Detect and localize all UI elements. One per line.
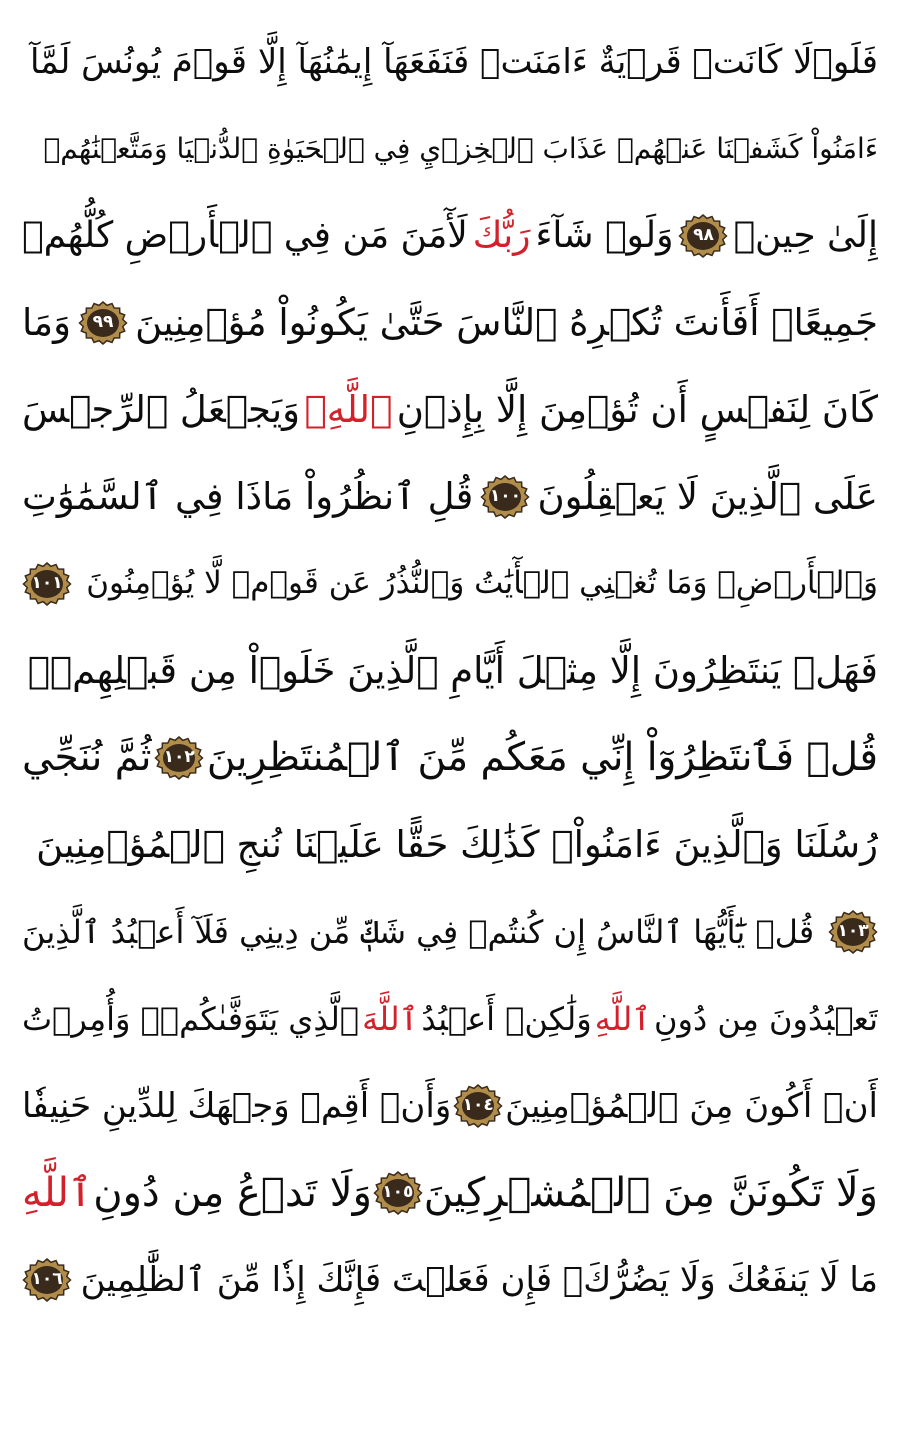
verse-text: ءَامَنُواْ كَشَفۡنَا عَنۡهُمۡ عَذَابَ ٱلۡخِزۡيِ فِي ٱلۡحَيَوٰةِ ٱلدُّنۡيَا وَمَتَّعۡنَٰهُمۡ: [43, 131, 878, 165]
ayah-number: ٩٨: [693, 225, 714, 245]
text-line: [22, 714, 878, 801]
verse-text: لَأٓمَنَ مَن فِي ٱلۡأَرۡضِ كُلُّهُمۡ: [22, 214, 468, 256]
ayah-number-marker: [22, 562, 72, 606]
divine-name-word: رَبُّكَ: [472, 214, 531, 256]
divine-name-word: ٱللَّهِ: [22, 1169, 93, 1216]
text-line: [22, 888, 878, 975]
ayah-number: ٩٩: [92, 312, 114, 332]
ayah-number-marker: [828, 910, 878, 954]
ayah-number-marker: [22, 1258, 72, 1302]
ayah-number: ١٠٦: [31, 1269, 63, 1289]
ayah-number: ١٠٠: [489, 486, 521, 506]
text-line: [22, 192, 878, 279]
text-line: [22, 453, 878, 540]
text-line: [22, 1149, 878, 1236]
text-line: [22, 279, 878, 366]
verse-text: وَمَا: [22, 301, 71, 344]
text-line: [22, 801, 878, 888]
verse-text: كَانَ لِنَفۡسٍ أَن تُؤۡمِنَ إِلَّا بِإِذۡنِ: [396, 388, 878, 431]
verse-text: فَلَوۡلَا كَانَتۡ قَرۡيَةٌ ءَامَنَتۡ فَنَفَعَهَآ إِيمَٰنُهَآ إِلَّا قَوۡمَ يُونُسَ لَمَّآ: [29, 41, 878, 82]
ayah-number-marker: [453, 1084, 503, 1128]
verse-text: قُلۡ فَٱنتَظِرُوٓاْ إِنِّي مَعَكُم مِّنَ ٱلۡمُنتَظِرِينَ: [206, 735, 878, 780]
divine-name-word: ٱللَّهَ: [362, 999, 419, 1038]
ayah-number-marker: [373, 1171, 423, 1215]
text-line: [22, 1062, 878, 1149]
verse-text: وَلَٰكِنۡ أَعۡبُدُ: [421, 999, 592, 1038]
verse-text: قُلِ ٱنظُرُواْ مَاذَا فِي ٱلسَّمَٰوَٰتِ: [22, 475, 474, 518]
ayah-number-marker: [78, 301, 128, 345]
divine-name-word: ٱللَّهِ: [594, 999, 651, 1038]
verse-text: وَلَا تَدۡعُ مِن دُونِ: [93, 1169, 372, 1216]
verse-text: أَنۡ أَكُونَ مِنَ ٱلۡمُؤۡمِنِينَ: [505, 1085, 878, 1126]
verse-text: جَمِيعًاۚ أَفَأَنتَ تُكۡرِهُ ٱلنَّاسَ حَتَّىٰ يَكُونُواْ مُؤۡمِنِينَ: [135, 301, 878, 344]
verse-text: رُسُلَنَا وَٱلَّذِينَ ءَامَنُواْۚ كَذَٰلِكَ حَقًّا عَلَيۡنَا نُنجِ ٱلۡمُؤۡمِنِينَ: [36, 823, 878, 866]
verse-text: ٱلَّذِي يَتَوَفَّىٰكُمۡۖ وَأُمِرۡتُ: [22, 999, 360, 1038]
ayah-number: ١٠١: [31, 573, 63, 593]
verse-text: فَهَلۡ يَنتَظِرُونَ إِلَّا مِثۡلَ أَيَّامِ ٱلَّذِينَ خَلَوۡاْ مِن قَبۡلِهِمۡۚ: [27, 649, 878, 692]
text-line: [22, 627, 878, 714]
ayah-number: ١٠٣: [837, 921, 869, 941]
verse-text: تَعۡبُدُونَ مِن دُونِ: [654, 999, 878, 1038]
verse-text: وَلَوۡ شَآءَ: [535, 214, 674, 256]
ayah-number-marker: [678, 214, 728, 258]
verse-text: وَيَجۡعَلُ ٱلرِّجۡسَ: [22, 388, 301, 431]
text-line: [22, 366, 878, 453]
verse-text: مَا لَا يَنفَعُكَ وَلَا يَضُرُّكَۖ فَإِن فَعَلۡتَ فَإِنَّكَ إِذٗا مِّنَ ٱلظَّٰلِمِينَ: [80, 1259, 878, 1300]
text-line: [22, 975, 878, 1062]
verse-text: وَلَا تَكُونَنَّ مِنَ ٱلۡمُشۡرِكِينَ: [423, 1169, 878, 1216]
ayah-number: ١٠٤: [462, 1095, 494, 1115]
verse-text: عَلَى ٱلَّذِينَ لَا يَعۡقِلُونَ: [537, 475, 878, 518]
verse-text: إِلَىٰ حِينٖ: [733, 214, 878, 256]
verse-text: قُلۡ يَٰٓأَيُّهَا ٱلنَّاسُ إِن كُنتُمۡ فِي شَكّٖ مِّن دِينِي فَلَآ أَعۡبُدُ ٱلَّذِينَ: [22, 912, 815, 951]
ayah-number: ١٠٥: [382, 1182, 414, 1202]
verse-text: وَٱلۡأَرۡضِۚ وَمَا تُغۡنِي ٱلۡأٓيَٰتُ وَٱلنُّذُرُ عَن قَوۡمٖ لَّا يُؤۡمِنُونَ: [86, 565, 878, 601]
text-line: [22, 18, 878, 105]
verse-text: وَأَنۡ أَقِمۡ وَجۡهَكَ لِلدِّينِ حَنِيفٗا: [22, 1085, 452, 1126]
text-line: [22, 540, 878, 627]
ayah-number-marker: [154, 736, 204, 780]
verse-text: ثُمَّ نُنَجِّي: [22, 735, 152, 780]
divine-name-word: ٱللَّهِۚ: [304, 388, 393, 431]
ayah-number: ١٠٢: [163, 747, 195, 767]
text-line: [22, 105, 878, 192]
text-line: [22, 1236, 878, 1323]
ayah-number-marker: [480, 475, 530, 519]
